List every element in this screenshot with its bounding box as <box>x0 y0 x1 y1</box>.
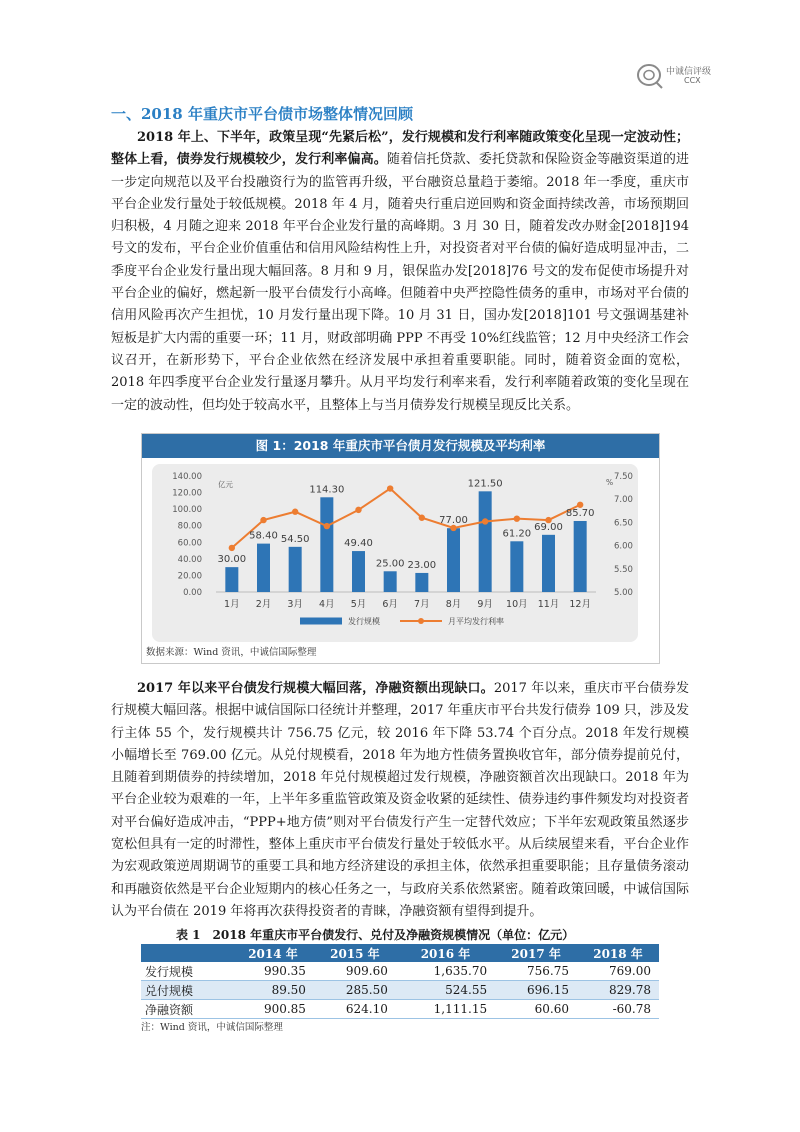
paragraph-2-body: 2017 年以来，重庆市平台债券发行规模大幅回落。根据中诚信国际口径统计并整理，2017 年重庆市平台共发行债券 109 只，涉及发行主体 55 个，发行规模共计 756.75 亿元，较 2016 年下降 53.74 个百分点。2018 年发行规模小幅增长至 769.00 亿元。从兑付规模看，2018 年为地方性债务置换收官年，部分债券提前兑付，且随着到期债券的持续增加，2018 年兑付规模超过发行规模，净融资额首次出现缺口。2018 年为平台企业较为艰难的一年，上半年多重监管政策及资金收紧的延续性、债券违约事件频发均对投资者对平台偏好造成冲击，“PPP+地方债”则对平台债发行产生一定替代效应；下半年宏观政策虽然逐步宽松但具有一定的时滞性，整体上重庆市平台债发行量处于较低水平。从后续展望来看，平台企业作为宏观政策逆周期调节的重要工具和地方经济建设的承担主体，依然承担重要职能；且存量债务滚动和再融资依然是平台企业短期内的核心任务之一，与政府关系依然紧密。随着政策回暖，中诚信国际认为平台债在 2019 年将再次获得投资者的青睐，净融资额有望得到提升。 <box>111 681 689 919</box>
bar-10 <box>510 541 523 592</box>
x-tick-label: 9月 <box>477 599 493 610</box>
bar-3 <box>289 547 302 592</box>
bar-value-label: 85.70 <box>565 507 595 519</box>
figure-source: 数据来源：Wind 资讯，中诚信国际整理 <box>146 647 317 658</box>
y-left-tick-label: 120.00 <box>172 488 202 499</box>
rate-point-7 <box>419 515 425 521</box>
bar-value-label: 114.30 <box>309 484 345 496</box>
x-tick-label: 5月 <box>350 599 367 610</box>
table-cell: 60.60 <box>495 1000 577 1019</box>
bar-1 <box>225 567 238 592</box>
y-left-tick-label: 140.00 <box>172 472 202 482</box>
legend-line-label: 月平均发行利率 <box>448 617 504 626</box>
rate-point-9 <box>482 518 488 524</box>
legend-bar-label: 发行规模 <box>348 617 380 626</box>
table-cell: 696.15 <box>495 981 577 1000</box>
table-cell: 89.50 <box>232 981 314 1000</box>
y-right-tick-label: 7.50 <box>614 472 633 482</box>
x-tick-label: 6月 <box>382 599 398 610</box>
table-cell: 1,635.70 <box>396 962 495 981</box>
table-row-label: 发行规模 <box>141 962 232 981</box>
bar-5 <box>352 551 365 592</box>
table-cell: 990.35 <box>232 962 314 981</box>
table-cell: 769.00 <box>577 962 659 981</box>
bar-12 <box>574 521 587 592</box>
bar-value-label: 30.00 <box>217 554 247 566</box>
rate-point-1 <box>229 545 235 551</box>
table-header-cell: 2017 年 <box>495 944 577 962</box>
chart-svg <box>152 464 638 642</box>
x-tick-label: 4月 <box>319 599 335 610</box>
x-tick-label: 7月 <box>414 599 430 610</box>
table-row <box>141 962 659 981</box>
x-tick-label: 3月 <box>287 599 303 610</box>
y-right-tick-label: 7.00 <box>614 495 633 506</box>
bar-11 <box>542 535 555 592</box>
legend-line-marker <box>418 618 424 624</box>
y-left-tick-label: 60.00 <box>177 538 202 549</box>
chart-area <box>152 464 638 642</box>
company-logo <box>636 62 716 90</box>
table-note: 注：Wind 资讯，中诚信国际整理 <box>141 1022 283 1033</box>
legend-bar-swatch <box>300 618 342 625</box>
y-left-tick-label: 80.00 <box>177 521 202 532</box>
bar-2 <box>257 544 270 592</box>
y-right-tick-label: 6.00 <box>614 541 633 552</box>
figure-1 <box>141 433 660 664</box>
y-right-tick-label: 6.50 <box>614 518 633 529</box>
table-row <box>141 1000 659 1019</box>
bar-value-label: 23.00 <box>407 559 437 571</box>
table-title: 表 1 2018 年重庆市平台债发行、兑付及净融资规模情况（单位：亿元） <box>176 928 575 942</box>
paragraph-2 <box>111 678 689 923</box>
table-cell: -60.78 <box>577 1000 659 1019</box>
logo-abbr: CCX <box>684 76 701 85</box>
y-right-unit: % <box>606 478 614 487</box>
y-left-tick-label: 20.00 <box>177 571 202 582</box>
y-left-tick-label: 40.00 <box>177 554 202 565</box>
x-tick-label: 8月 <box>445 599 462 610</box>
logo-name: 中诚信评级 <box>666 67 712 77</box>
bar-value-label: 77.00 <box>439 515 468 527</box>
rate-point-3 <box>292 509 298 515</box>
x-tick-label: 10月 <box>506 599 528 610</box>
bar-8 <box>447 528 460 592</box>
table-row-label: 净融资额 <box>141 1000 232 1019</box>
paragraph-1-lead: 2018 年上、下半年，政策呈现“先紧后松”，发行规模和发行利率随政策变化呈现一定波动性；整体上看，债券发行规模较少，发行利率偏高。 <box>111 130 689 168</box>
section-title: 一、2018 年重庆市平台债市场整体情况回顾 <box>111 105 413 123</box>
rate-point-6 <box>387 485 393 491</box>
table-cell: 524.55 <box>396 981 495 1000</box>
logo-icon <box>636 62 666 90</box>
table-cell: 909.60 <box>314 962 396 981</box>
table-header-cell <box>141 944 232 962</box>
table-header-cell: 2014 年 <box>232 944 314 962</box>
x-tick-label: 2月 <box>255 599 272 610</box>
y-left-tick-label: 100.00 <box>172 505 202 516</box>
bar-value-label: 25.00 <box>375 558 405 570</box>
bar-value-label: 54.50 <box>280 533 310 545</box>
paragraph-1 <box>111 127 689 417</box>
table-cell: 624.10 <box>314 1000 396 1019</box>
bar-value-label: 58.40 <box>249 530 278 542</box>
bar-9 <box>479 491 492 592</box>
x-tick-label: 11月 <box>537 599 560 610</box>
rate-point-2 <box>260 517 266 523</box>
bar-value-label: 49.40 <box>344 538 373 550</box>
table-row-label: 兑付规模 <box>141 981 232 1000</box>
bar-value-label: 69.00 <box>534 521 563 533</box>
y-right-tick-label: 5.00 <box>614 588 633 598</box>
table-header-cell: 2016 年 <box>396 944 495 962</box>
rate-point-4 <box>324 523 330 529</box>
table-header-cell: 2015 年 <box>314 944 396 962</box>
table-row <box>141 981 659 1000</box>
figure-title: 图 1：2018 年重庆市平台债月发行规模及平均利率 <box>142 434 659 458</box>
y-left-tick-label: 0.00 <box>183 588 202 598</box>
data-table <box>141 944 659 1019</box>
table-cell: 900.85 <box>232 1000 314 1019</box>
bar-value-label: 61.20 <box>502 528 532 540</box>
bar-4 <box>320 497 333 592</box>
rate-point-10 <box>514 515 520 521</box>
table-header-row <box>141 944 659 962</box>
bar-6 <box>384 571 397 592</box>
rate-point-5 <box>355 507 361 513</box>
x-tick-label: 12月 <box>569 599 591 610</box>
table-cell: 1,111.15 <box>396 1000 495 1019</box>
table-cell: 756.75 <box>495 962 577 981</box>
x-tick-label: 1月 <box>224 599 240 610</box>
y-right-tick-label: 5.50 <box>614 564 633 575</box>
table-cell: 285.50 <box>314 981 396 1000</box>
paragraph-2-lead: 2017 年以来平台债发行规模大幅回落，净融资额出现缺口。 <box>137 681 494 696</box>
table-cell: 829.78 <box>577 981 659 1000</box>
bar-value-label: 121.50 <box>467 478 503 490</box>
table-header-cell: 2018 年 <box>577 944 659 962</box>
paragraph-1-body: 随着信托贷款、委托贷款和保险资金等融资渠道的进一步定向规范以及平台投融资行为的监管再升级，平台融资总量趋于萎缩。2018 年一季度，重庆市平台企业发行量处于较低规模。2018 年 4 月，随着央行重启逆回购和资金面持续改善，市场预期回归积极，4 月随之迎来 2018 年平台企业发行量的高峰期。3 月 30 日，随着发改办财金[2018]194 号文的发布，平台企业价值重估和信用风险结构性上升，对投资者对平台债的偏好造成明显冲击，二季度平台企业发行量出现大幅回落。8 月和 9 月，银保监办发[2018]76 号文的发布促使市场提升对平台企业的偏好，燃起新一股平台债发行小高峰。但随着中央严控隐性债务的重申，市场对平台债的信用风险再次产生担忧，10 月发行量出现下降。10 月 31 日，国办发[2018]101 号文强调基建补短板是扩大内需的重要一环；11 月，财政部明确 PPP 不再受 10%红线监管；12 月中央经济工作会议召开，在新形势下，平台企业依然在经济发展中承担着重要职能。同时，随着资金面的宽松，2018 年四季度平台企业发行量逐月攀升。从月平均发行利率来看，发行利率随着政策的变化呈现在一定的波动性，但均处于较高水平，且整体上与当月债券发行规模呈现反比关系。 <box>111 152 689 413</box>
bar-7 <box>415 573 428 592</box>
y-left-unit: 亿元 <box>218 480 233 489</box>
